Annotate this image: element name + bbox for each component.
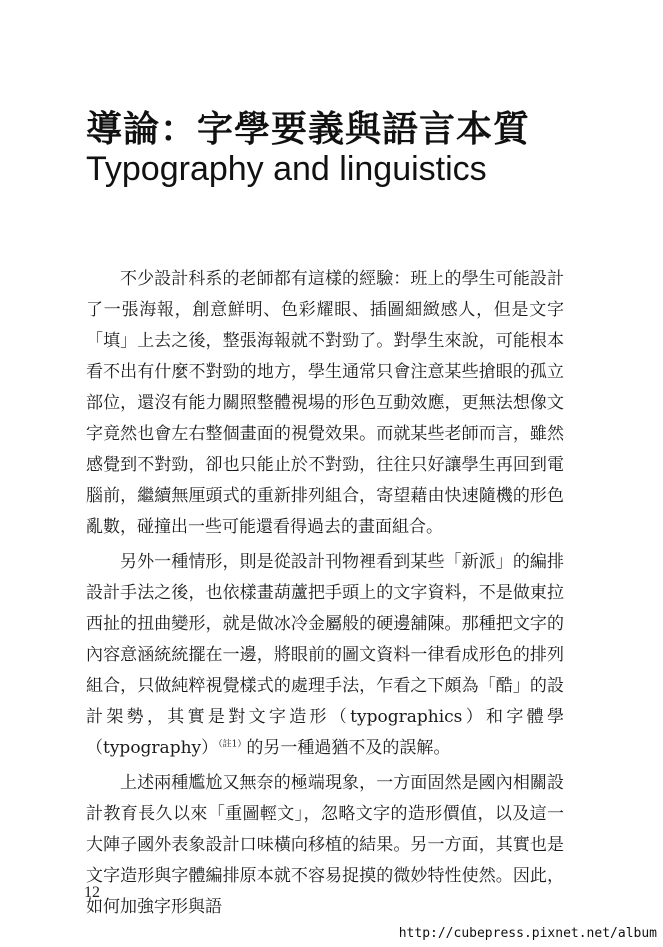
paragraph-3: 上述兩種尷尬又無奈的極端現象，一方面固然是國內相關設計教育長久以來「重圖輕文」，忽略文字的造形價值，以及這一大陣子國外表象設計口味橫向移植的結果。另一方面，其實也是文字造形與字體編排原本就不容易捉摸的微妙特性使然。因此，如何加強字形與語	[86, 773, 564, 917]
paragraph-1: 不少設計科系的老師都有這樣的經驗：班上的學生可能設計了一張海報，創意鮮明、色彩耀眼、插圖細緻感人，但是文字「填」上去之後，整張海報就不對勁了。對學生來說，可能根本看不出有什麼不對勁的地方，學生通常只會注意某些搶眼的孤立部位，還沒有能力關照整體視場的形色互動效應，更無法想像文字竟然也會左右整個畫面的視覺效果。而就某些老師而言，雖然感覺到不對勁，卻也只能止於不對勁，往往只好讓學生再回到電腦前，繼續無厘頭式的重新排列組合，寄望藉由快速隨機的形色亂數，碰撞出一些可能還看得過去的畫面組合。	[86, 269, 564, 537]
footer-url-watermark: http://cubepress.pixnet.net/album	[398, 926, 657, 941]
footnote-marker: （註1）	[218, 739, 247, 750]
page-number: 12	[84, 884, 100, 901]
chapter-title-english: Typography and linguistics	[86, 150, 487, 188]
chapter-title-chinese: 導論：字學要義與語言本質	[86, 109, 531, 150]
paragraph-2-tail: 的另一種過猶不及的誤解。	[246, 738, 451, 758]
paragraph-2	[86, 547, 564, 764]
paragraph-2-text: 另外一種情形，則是從設計刊物裡看到某些「新派」的編排設計手法之後，也依樣畫葫蘆把手頭上的文字資料，不是做東拉西扯的扭曲變形，就是做冰冷金屬般的硬邊舖陳。那種把文字的內容意涵統統擺在一邊，將眼前的圖文資料一律看成形色的排列組合，只做純粹視覺樣式的處理手法，乍看之下頗為「酷」的設計架勢，其實是對文字造形（typographics）和字體學（typography）	[86, 552, 564, 758]
body-text	[86, 264, 564, 923]
